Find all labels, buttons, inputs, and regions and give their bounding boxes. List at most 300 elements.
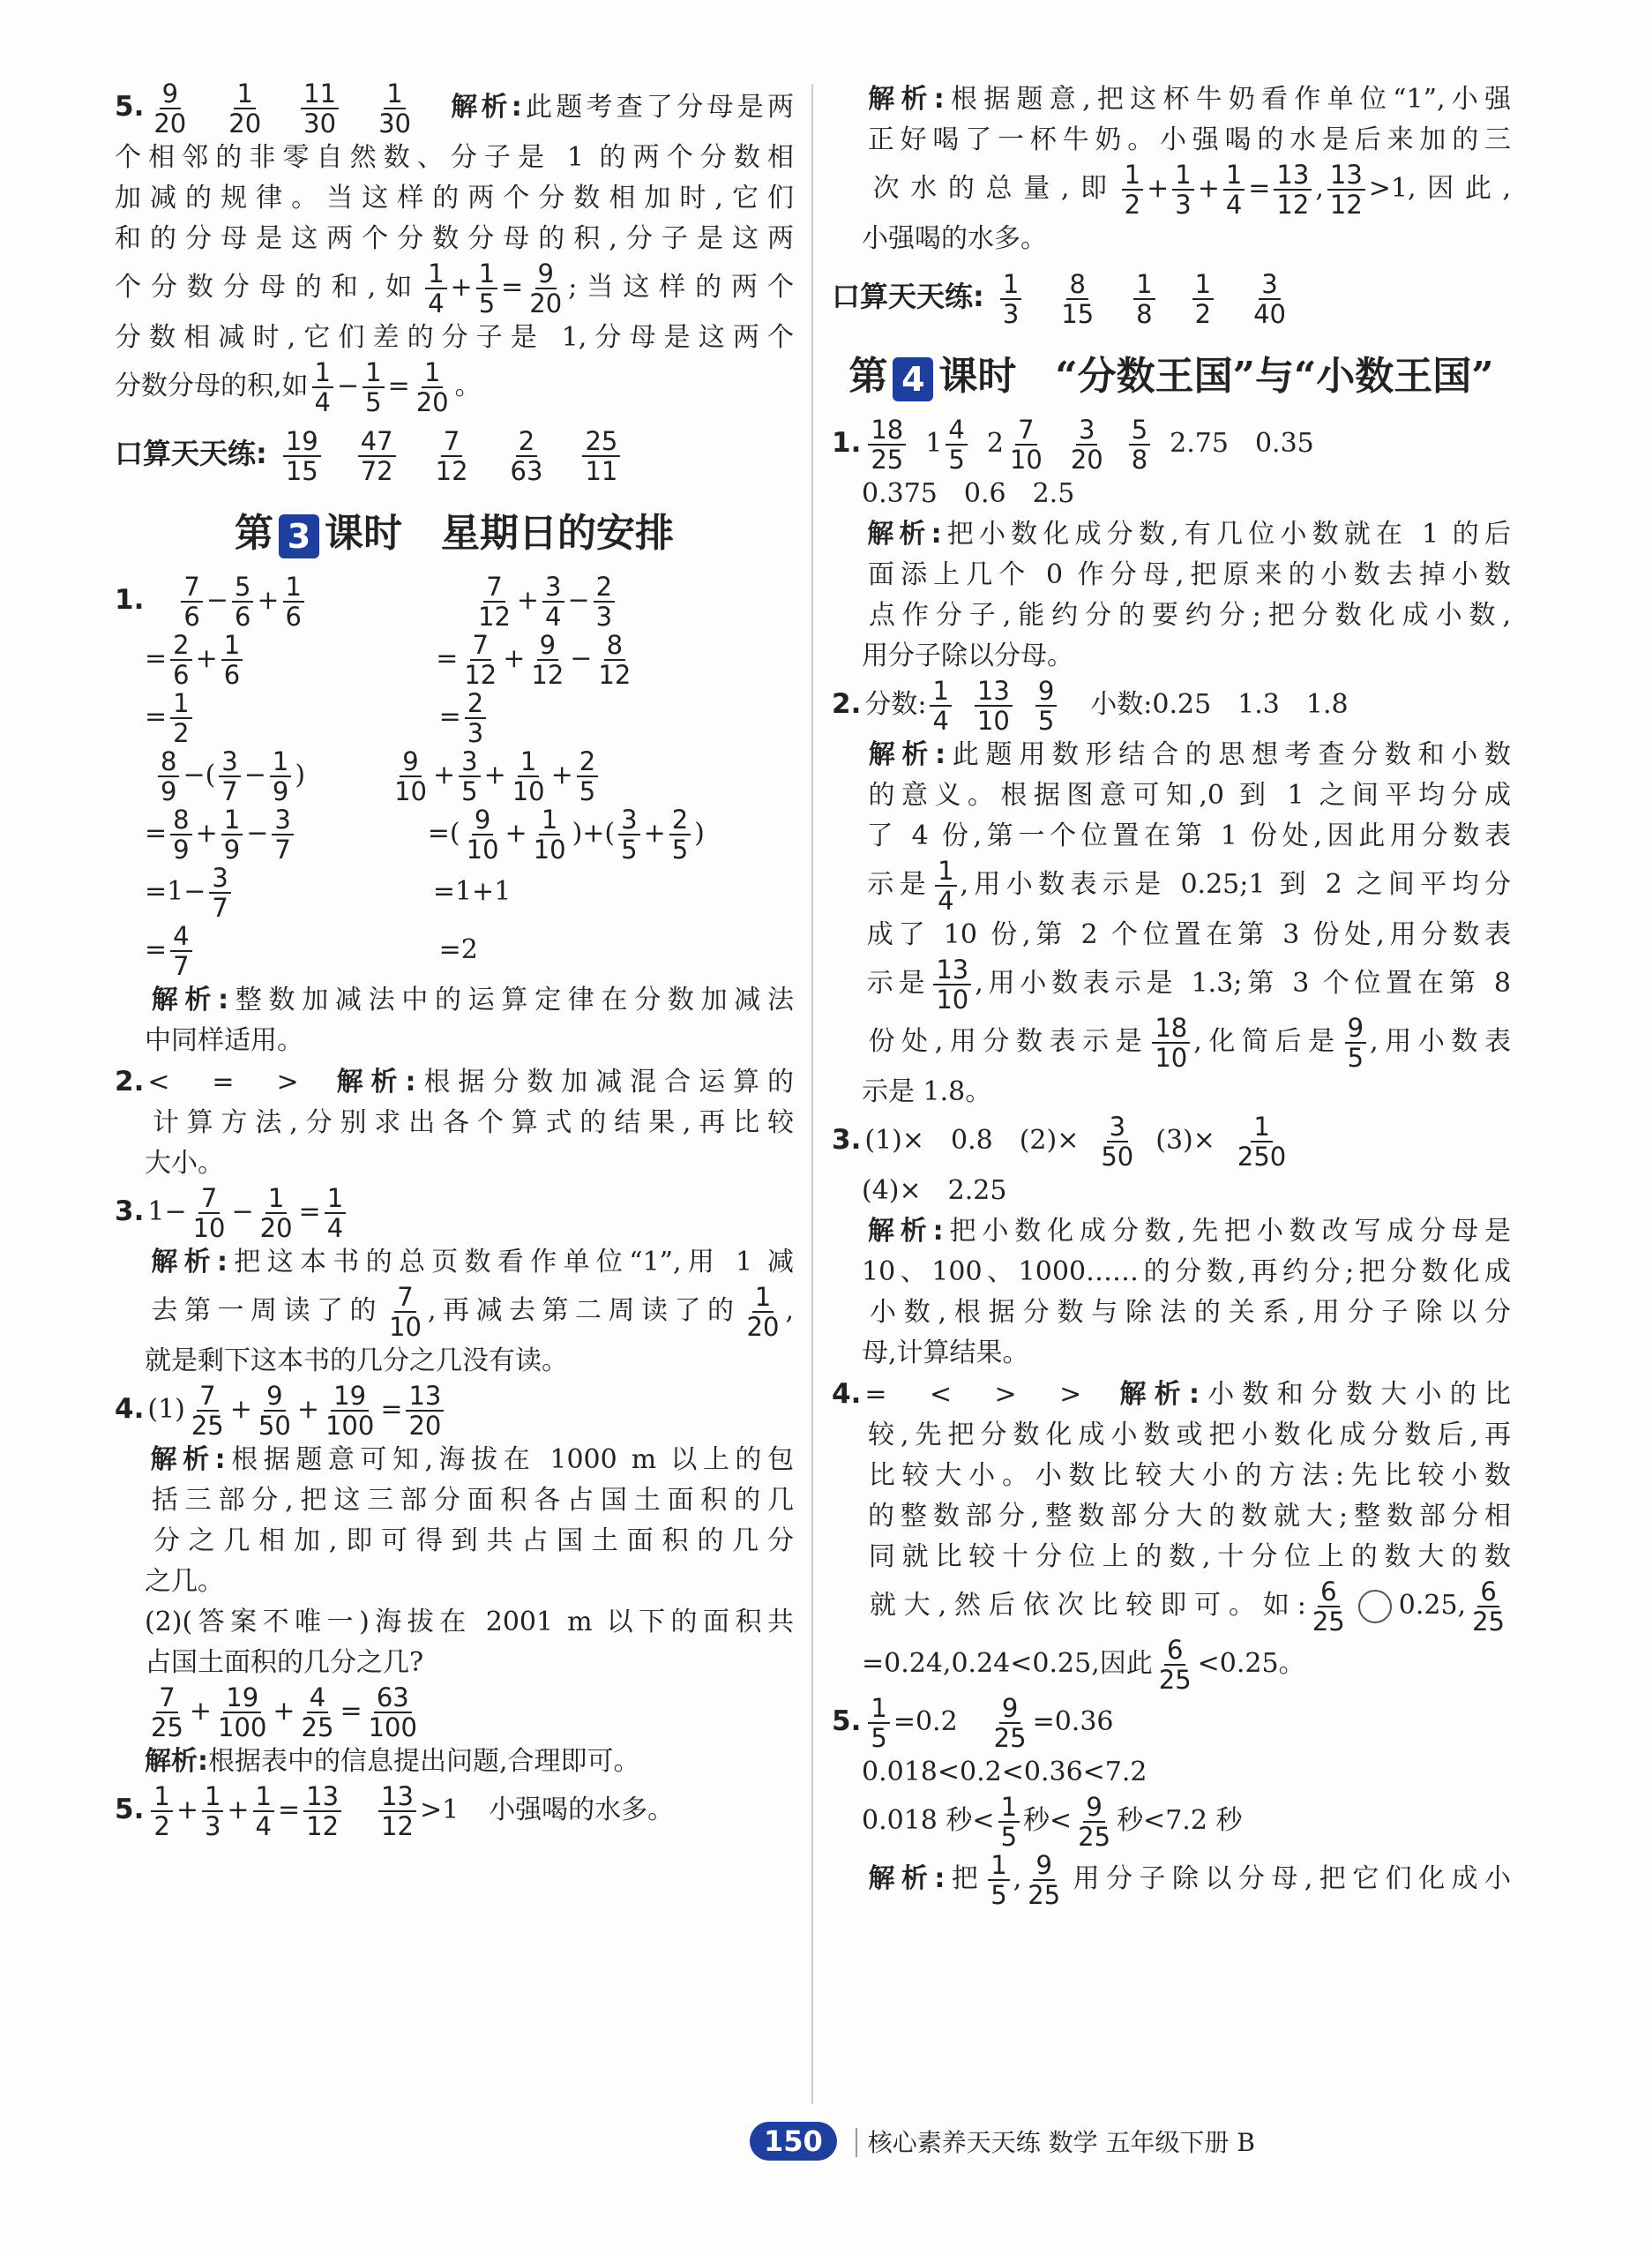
fraction-numerator: 1 <box>221 631 243 661</box>
fraction-denominator: 25 <box>1312 1606 1345 1637</box>
analysis-label: 解析: <box>145 1246 228 1277</box>
fraction-numerator: 7 <box>197 1382 218 1412</box>
fraction-denominator: 12 <box>435 456 468 486</box>
fraction <box>170 689 191 747</box>
fraction <box>325 1184 346 1242</box>
text-line <box>115 1382 794 1440</box>
text-run: − <box>337 371 360 401</box>
text-run: = <box>380 1393 403 1425</box>
fraction <box>1129 416 1150 474</box>
fraction-numerator: 1 <box>518 747 539 777</box>
fraction <box>744 1283 782 1341</box>
fraction <box>414 358 452 416</box>
fraction-numerator: 1 <box>312 358 333 388</box>
fraction-denominator: 25 <box>301 1712 334 1742</box>
text-line <box>115 1480 794 1521</box>
fraction-denominator: 5 <box>1037 705 1055 736</box>
fraction-numerator: 5 <box>232 573 253 603</box>
text-line <box>115 1103 794 1143</box>
text-run: 把小数化成分数,先把小数改写成分母是 <box>943 1215 1511 1247</box>
fraction-numerator: 13 <box>975 677 1013 707</box>
fraction-denominator: 6 <box>183 601 200 632</box>
fraction-numerator: 1 <box>539 805 560 835</box>
text-run: + <box>257 584 280 616</box>
fraction-denominator: 4 <box>545 601 562 632</box>
fraction <box>1058 270 1096 328</box>
question-number: 1. <box>115 583 145 616</box>
fraction-denominator: 6 <box>234 601 251 632</box>
text-line <box>832 1752 1511 1793</box>
text-run: ,用小数表示是 1.3;第 3 个位置在第 8 <box>975 967 1512 999</box>
fraction-denominator: 3 <box>467 717 484 748</box>
question-number: 5. <box>832 1704 862 1737</box>
fraction <box>425 259 446 318</box>
fraction-numerator: 3 <box>618 805 639 835</box>
fraction-denominator: 3 <box>595 601 613 632</box>
analysis-label: 解析: <box>145 1745 208 1777</box>
fraction-numerator: 1 <box>283 573 304 603</box>
text-line <box>832 1171 1511 1211</box>
text-line <box>832 816 1511 857</box>
fraction-numerator: 2 <box>170 631 191 661</box>
fraction-numerator: 1 <box>425 259 446 289</box>
fraction-numerator: 19 <box>283 427 321 457</box>
fraction-denominator: 5 <box>579 775 596 806</box>
text-run: 计算方法,分别求出各个算式的结果,再比较 <box>145 1106 794 1138</box>
fraction <box>1122 161 1143 219</box>
fraction <box>219 747 240 805</box>
text-line <box>832 775 1511 816</box>
text-run: + <box>189 1695 213 1727</box>
text-line <box>832 1456 1511 1496</box>
text-run: − <box>246 817 269 849</box>
fraction-numerator: 1 <box>868 1694 889 1724</box>
fraction-numerator: 9 <box>535 259 557 289</box>
fraction <box>1192 270 1214 328</box>
text-run: , <box>1315 173 1324 204</box>
text-line <box>115 689 794 747</box>
text-run: 此题用数形结合的思想考查分数和小数 <box>946 738 1512 770</box>
text-run: 根据表中的信息提出问题,合理即可。 <box>208 1745 640 1777</box>
fraction-denominator: 2 <box>153 1810 170 1841</box>
fraction-denominator: 5 <box>1000 1821 1018 1852</box>
fraction <box>531 805 569 864</box>
text-line <box>115 922 794 980</box>
fraction <box>312 358 333 416</box>
question-number: 2. <box>832 687 862 720</box>
text-line <box>832 514 1511 555</box>
page-footer <box>750 2122 1255 2161</box>
fraction-denominator: 10 <box>1009 444 1043 475</box>
fraction <box>378 1782 416 1840</box>
text-line <box>115 1440 794 1480</box>
fraction <box>1098 1113 1136 1171</box>
fraction-denominator: 25 <box>1472 1606 1505 1637</box>
text-run: 小强喝的水多。 <box>862 223 1047 254</box>
fraction-numerator: 2 <box>669 805 691 835</box>
text-run: − <box>570 642 593 674</box>
fraction <box>170 922 191 980</box>
fraction-denominator: 25 <box>1158 1664 1192 1695</box>
text-run: 了 4 份,第一个位置在第 1 份处,因此用分数表 <box>862 820 1511 851</box>
fraction-denominator: 4 <box>938 885 954 916</box>
text-line <box>115 980 794 1021</box>
text-run: − <box>567 584 590 616</box>
fraction <box>669 805 691 864</box>
fraction <box>975 677 1013 735</box>
fraction <box>270 747 291 805</box>
lesson-heading-prefix: 第 <box>848 354 888 399</box>
text-run: 之几。 <box>145 1565 224 1597</box>
text-run: ,用小数表 <box>1370 1025 1511 1057</box>
text-line <box>832 270 1511 328</box>
fraction-numerator: 19 <box>331 1382 369 1412</box>
text-run: 秒<7.2 秒 <box>1117 1804 1243 1836</box>
fraction-numerator: 9 <box>400 747 421 777</box>
text-run: 0.375 0.6 2.5 <box>862 477 1075 509</box>
fraction-numerator: 2 <box>594 573 615 603</box>
text-run: = <box>145 817 168 849</box>
fraction-numerator: 13 <box>378 1782 416 1812</box>
fraction-denominator: 12 <box>531 659 564 690</box>
text-line <box>115 427 794 485</box>
fraction-numerator: 2 <box>577 747 598 777</box>
analysis-label: 解析: <box>862 1862 946 1894</box>
fraction-denominator: 7 <box>173 950 190 981</box>
fraction-denominator: 25 <box>993 1722 1027 1753</box>
analysis-label: 解析: <box>862 1215 944 1247</box>
question-number: 5. <box>115 91 145 123</box>
fraction-numerator: 1 <box>930 677 951 707</box>
text-run: 大小。 <box>145 1147 224 1179</box>
fraction <box>527 259 564 318</box>
fraction-denominator: 12 <box>1276 190 1310 220</box>
text-run: − <box>243 759 266 790</box>
text-line <box>832 677 1511 735</box>
fraction <box>1133 270 1155 328</box>
text-run: 2.75 0.35 <box>1170 427 1314 459</box>
fraction <box>1235 1113 1289 1171</box>
fraction-denominator: 5 <box>478 288 496 318</box>
text-run: 次水的总量,即 <box>862 173 1118 204</box>
text-line <box>832 416 1511 474</box>
text-run: = <box>1248 173 1271 204</box>
text-run: 根据题意可知,海拔在 1000 m 以上的包 <box>225 1443 794 1475</box>
spacer <box>832 259 1511 270</box>
fraction-denominator: 4 <box>255 1810 272 1841</box>
left-column <box>115 79 794 1840</box>
text-run: =0.2 <box>893 1705 958 1737</box>
lesson-heading-title: 课时 “分数王国”与“小数王国” <box>938 354 1494 399</box>
fraction-numerator: 13 <box>406 1382 444 1412</box>
text-run: 示是 1.8。 <box>862 1075 992 1107</box>
fraction <box>595 631 633 689</box>
fraction-denominator: 10 <box>466 834 499 865</box>
text-line <box>115 1782 794 1840</box>
fraction <box>376 79 414 138</box>
fraction-numerator: 13 <box>933 955 971 985</box>
text-line <box>832 1793 1511 1851</box>
text-run: 小数:0.25 1.3 1.8 <box>1090 688 1349 720</box>
text-line <box>115 1341 794 1382</box>
text-line <box>115 1061 794 1103</box>
text-run: 点作分子,能约分的要约分;把分数化成小数, <box>862 599 1511 631</box>
lesson-number-badge: 3 <box>279 514 319 558</box>
fraction <box>1068 416 1106 474</box>
fraction-denominator: 250 <box>1237 1141 1287 1172</box>
fraction <box>301 79 339 138</box>
fraction-denominator: 50 <box>1101 1141 1134 1172</box>
fraction-denominator: 12 <box>1329 190 1363 220</box>
fraction-denominator: 20 <box>529 288 563 318</box>
analysis-label: 解析: <box>145 1443 226 1475</box>
fraction-denominator: 40 <box>1253 299 1286 329</box>
text-run: + <box>450 272 473 303</box>
lesson-heading-prefix: 第 <box>235 511 273 556</box>
fraction-numerator: 3 <box>272 805 293 835</box>
text-line <box>832 1577 1511 1636</box>
text-line <box>832 1415 1511 1456</box>
text-run: = <box>436 642 459 674</box>
fraction-denominator: 20 <box>228 109 262 139</box>
fraction-denominator: 7 <box>274 834 291 865</box>
question-number: 4. <box>832 1377 862 1410</box>
fraction-numerator: 3 <box>209 864 230 894</box>
analysis-label: 解析: <box>862 738 946 770</box>
text-run: 同就比较十分位上的数,十分位上的数大的数 <box>862 1540 1511 1572</box>
fraction <box>618 805 639 864</box>
fraction-numerator: 1 <box>1192 270 1214 300</box>
fraction-denominator: 25 <box>191 1410 224 1441</box>
fraction <box>1156 1636 1194 1694</box>
fraction <box>1469 1577 1507 1636</box>
book-title: 核心素养天天练 数学 五年级下册 B <box>856 2128 1255 2157</box>
fraction-denominator: 30 <box>378 109 411 139</box>
fraction <box>868 416 906 474</box>
text-run: = <box>145 933 168 965</box>
text-line <box>832 955 1511 1014</box>
text-run: 根据分数加减混合运算的 <box>415 1066 795 1098</box>
text-run: ) <box>694 817 705 849</box>
fraction <box>594 573 615 631</box>
fraction <box>946 416 967 474</box>
fraction <box>215 1683 269 1742</box>
fraction-denominator: 15 <box>1061 299 1095 329</box>
text-line <box>832 1537 1511 1577</box>
fraction-denominator: 3 <box>204 1810 221 1841</box>
fraction <box>406 1382 444 1440</box>
text-run: 示是 <box>862 967 931 999</box>
fraction <box>988 1851 1009 1909</box>
fraction-denominator: 20 <box>1070 444 1103 475</box>
fraction-numerator: 9 <box>1345 1014 1366 1044</box>
text-line <box>832 1333 1511 1374</box>
fraction-denominator: 20 <box>415 387 449 417</box>
fraction-numerator: 8 <box>158 747 179 777</box>
question-number: 2. <box>115 1065 145 1098</box>
text-run: 此题考查了分母是两 <box>521 92 795 123</box>
fraction-denominator: 50 <box>258 1410 291 1441</box>
question-number: 4. <box>115 1392 145 1425</box>
text-run: =0.36 <box>1032 1705 1114 1737</box>
text-run: 把这本书的总页数看作单位“1”,用 1 减 <box>227 1246 794 1277</box>
fraction-numerator: 7 <box>156 1683 177 1713</box>
fraction <box>1152 1014 1190 1072</box>
text-line <box>115 1742 794 1782</box>
fraction-numerator: 9 <box>472 805 493 835</box>
fraction-numerator: 3 <box>542 573 564 603</box>
fraction-numerator: 1 <box>1000 270 1021 300</box>
text-line <box>832 596 1511 636</box>
text-line <box>115 1683 794 1742</box>
fraction-denominator: 12 <box>464 659 497 690</box>
fraction-numerator: 25 <box>582 427 620 457</box>
text-line <box>115 1021 794 1061</box>
fraction-numerator: 13 <box>1274 161 1312 191</box>
fraction-denominator: 72 <box>360 456 393 486</box>
fraction <box>221 805 243 864</box>
text-line <box>115 747 794 805</box>
text-run: >1 <box>419 1794 460 1825</box>
text-run: 中同样适用。 <box>145 1024 303 1056</box>
lesson-number-badge: 4 <box>893 357 933 401</box>
text-line <box>115 1521 794 1562</box>
fraction <box>1274 161 1312 219</box>
fraction <box>392 747 430 805</box>
fraction-denominator: 12 <box>306 1810 340 1841</box>
fraction-numerator: 7 <box>470 631 491 661</box>
text-run: 正好喝了一杯牛奶。小强喝的水是后来加的三 <box>862 124 1511 155</box>
text-run: = <box>145 642 168 674</box>
text-run: =( <box>427 817 460 849</box>
fraction-numerator: 1 <box>1122 161 1143 191</box>
text-run: ;当这样的两个 <box>568 272 794 303</box>
text-run: >1,因此, <box>1368 173 1511 204</box>
fraction <box>253 1782 274 1840</box>
text-run: (1)× 0.8 (2)× <box>864 1124 1080 1156</box>
text-run: 2 <box>986 427 1004 459</box>
fraction-numerator: 18 <box>1152 1014 1190 1044</box>
text-run: + <box>1147 173 1170 204</box>
fraction-denominator: 2 <box>173 717 190 748</box>
fraction-numerator: 3 <box>1259 270 1280 300</box>
text-run: 母,计算结果。 <box>862 1337 1029 1368</box>
fraction <box>475 573 513 631</box>
text-run: −( <box>183 759 216 790</box>
fraction-numerator: 1 <box>752 1283 774 1313</box>
text-line <box>832 1374 1511 1415</box>
text-run: 根据题意,把这杯牛奶看作单位“1”,小强 <box>944 84 1511 115</box>
fraction-denominator: 3 <box>1002 299 1020 329</box>
fraction-numerator: 9 <box>1035 677 1057 707</box>
fraction <box>1035 677 1057 735</box>
fraction-denominator: 63 <box>510 456 543 486</box>
fraction-numerator: 3 <box>1076 416 1097 446</box>
fraction-denominator: 5 <box>871 1722 887 1753</box>
fraction-numerator: 9 <box>1033 1851 1054 1881</box>
fraction <box>582 427 620 485</box>
fraction-numerator: 13 <box>1327 161 1365 191</box>
text-line <box>832 735 1511 775</box>
fraction-numerator: 1 <box>270 747 291 777</box>
column-divider <box>811 84 813 2104</box>
fraction <box>1000 270 1021 328</box>
text-run: 用分子除以分母。 <box>862 640 1073 671</box>
text-line <box>115 1283 794 1341</box>
text-line <box>115 138 794 178</box>
fraction <box>256 1382 294 1440</box>
fraction-numerator: 1 <box>422 358 443 388</box>
fraction-numerator: 1 <box>325 1184 346 1214</box>
fraction-denominator: 10 <box>394 775 427 806</box>
fraction-denominator: 5 <box>1347 1042 1364 1073</box>
text-run: ) <box>295 759 306 790</box>
text-line <box>832 1636 1511 1694</box>
text-line <box>832 79 1511 120</box>
fraction-numerator: 6 <box>1477 1577 1499 1607</box>
fraction-denominator: 10 <box>1155 1042 1188 1073</box>
text-run: 秒< <box>1023 1804 1073 1836</box>
drill-label: 口算天天练: <box>832 280 984 313</box>
fraction <box>358 427 396 485</box>
fraction <box>272 805 293 864</box>
fraction-numerator: 3 <box>219 747 240 777</box>
fraction-denominator: 25 <box>1028 1879 1061 1910</box>
text-run: + <box>503 642 526 674</box>
fraction-numerator: 1 <box>1251 1113 1272 1142</box>
fraction <box>209 864 230 922</box>
text-run: 分数相减时,它们差的分子是 1,分母是这两个 <box>115 322 794 353</box>
text-line <box>115 631 794 689</box>
fraction <box>1223 161 1245 219</box>
text-run: 个分数分母的和,如 <box>115 272 422 303</box>
text-run: 小数和分数大小的比 <box>1199 1378 1512 1410</box>
fraction-denominator: 6 <box>173 659 190 690</box>
question-number: 3. <box>115 1195 145 1227</box>
fraction-numerator: 4 <box>170 922 191 952</box>
text-run: 去第一周读了的 <box>145 1294 384 1326</box>
fraction-denominator: 12 <box>478 601 511 632</box>
fraction-numerator: 3 <box>459 747 480 777</box>
fraction-denominator: 5 <box>948 444 965 475</box>
fraction <box>433 427 471 485</box>
fraction-denominator: 4 <box>314 387 331 417</box>
text-run: ,再减去第二周读了的 <box>427 1294 741 1326</box>
fraction-denominator: 9 <box>272 775 289 806</box>
analysis-label: 解析: <box>446 92 522 123</box>
fraction-denominator: 20 <box>746 1311 780 1342</box>
fraction-numerator: 8 <box>604 631 625 661</box>
fraction-numerator: 1 <box>234 79 255 109</box>
fraction <box>221 631 243 689</box>
fraction <box>189 1382 227 1440</box>
text-run: 的整数部分,整数部分大的数就大;整数部分相 <box>862 1500 1511 1532</box>
text-run: + <box>273 1695 295 1727</box>
fraction-denominator: 5 <box>621 834 638 865</box>
text-run: 0.018<0.2<0.36<7.2 <box>862 1756 1147 1787</box>
text-line <box>832 1072 1511 1113</box>
fraction-denominator: 100 <box>218 1712 267 1742</box>
text-run: 用分子除以分母,把它们化成小 <box>1066 1862 1512 1894</box>
fraction <box>510 747 548 805</box>
text-run: 0.25, <box>1398 1589 1467 1621</box>
fraction-denominator: 30 <box>303 109 337 139</box>
fraction-numerator: 1 <box>476 259 497 289</box>
fraction-denominator: 10 <box>533 834 566 865</box>
fraction-denominator: 5 <box>671 834 689 865</box>
fraction-numerator: 1 <box>253 1782 274 1812</box>
right-column <box>832 79 1511 1909</box>
